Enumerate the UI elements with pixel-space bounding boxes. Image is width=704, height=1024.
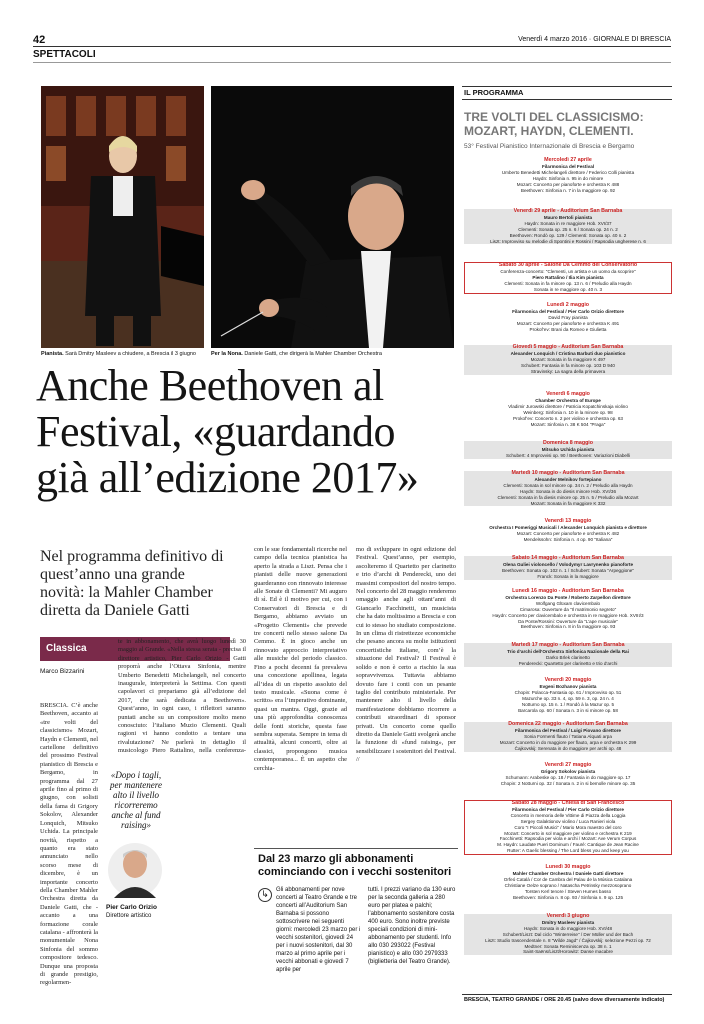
headline: Anche Beethoven al Festival, «guardando già all’edizione 2017» (36, 361, 419, 502)
event-program-line: Haydn: Sonata in do diesis minore Hob. XVI/36 (519, 488, 616, 494)
event-subtitle: Wolfgang Glüxam clavicembalo (535, 600, 601, 606)
program-event (464, 209, 672, 244)
event-date: Venerdì 27 maggio (544, 762, 592, 768)
event-date: Venerdì 29 aprile - Auditorium San Barnaba (513, 208, 623, 214)
program-label-rule (462, 99, 672, 100)
event-program-line: Mendelssohn: Sinfonia n. 4 op. 90 "Italiana" (523, 536, 613, 542)
body-column-2-continued (176, 756, 246, 896)
event-date: Sabato 30 aprile - Salone Da Cemmo del Conservatorio (498, 262, 638, 268)
program-event (464, 722, 672, 752)
event-program-line: Mozart: Sinfonia n. 38 K 504 "Praga" (530, 421, 606, 427)
event-performer: Orchestra Lorenzo Da Ponte / Roberto Zarpellon direttore (505, 594, 631, 600)
event-date: Giovedì 5 maggio - Auditorium San Barnaba (512, 344, 624, 350)
caption-conductor: Per la Nona. Daniele Gatti, che dirigerà la Mahler Chamber Orchestra (211, 351, 382, 357)
event-subtitle: Orfeó Català / Cor de Cambra del Palau de la Música Catalana (503, 876, 633, 882)
event-performer: Mauro Bertoli pianista (543, 214, 593, 220)
event-program-line: Schubert/Liszt: Dal ciclo "Winterreise" / Der Müller und der Bach (502, 931, 634, 937)
event-subtitle: Darko Brlek clarinetto (546, 654, 590, 660)
event-program-line: Facchinetti: Rapsodia per viola e archi / Mozart: Ave Verum Corpus (499, 836, 637, 842)
event-program-line: Mozart: Concerto per pianoforte e orchestra K 491 (516, 320, 620, 326)
program-event (464, 345, 672, 375)
program-event (464, 392, 672, 427)
event-subtitle: Sonia Formenti flauto / Tatiana Alquati arpa (524, 733, 612, 739)
author: Marco Bizzarini (40, 668, 85, 675)
body-column-2: te in abbonamento, che avrà luogo lunedì 30 maggio al Grande. «Nella stessa serata - precisa il direttore artistico, Pier Carlo Orizio - Gatti proporrà anche l’Ottava Sinfonia, mentre Umberto Benedetti Michelangeli, nel concerto inaugurale, interpreterà la Settima. Con questi capolavori ci prepariamo già all’edizione del 2017, che sarà dedicata a Beethoven». Quest’anno, in ogni caso, i riflettori saranno puntati anche su un compositore molto meno conosciuto: l’italiano Muzio Clementi. Quali ragioni vi hanno condotto a tentare una rivalutazione? Ne parlerà in dettaglio il musicologo Piero Rattalino, nella conferenza- (118, 638, 246, 754)
date-and-paper: Venerdì 4 marzo 2016 · GIORNALE DI BRESCIA (518, 36, 671, 43)
event-performer: Dmitry Masleev pianista (541, 919, 595, 925)
program-label: IL PROGRAMMA (464, 88, 524, 97)
event-program-line: Beethoven: Sinfonia n. 7 in la maggiore op. 92 (520, 187, 616, 193)
event-program-line: Liszt: Studio trascendentale n. 8 "Wilde Jagd" / Čajkovskij: selezione Pezzi op. 72 (485, 937, 651, 943)
subsection-title: Dal 23 marzo gli abbonamenti cominciando con i vecchi sostenitori (258, 853, 452, 878)
event-program-line: Sergey Galaktionov violino / Luca Ranieri viola (520, 818, 616, 824)
event-performer: Mitsuko Uchida pianista (541, 446, 595, 452)
portrait-role: Direttore artistico (106, 913, 152, 919)
subsection-rule (254, 848, 458, 849)
event-program-line: Haydn: Concerto per clavicembalo e orchestra in re maggiore Hob. XVIII/3 (492, 612, 644, 618)
event-program-line: Mozart: Concerto in sol maggiore per violino e orchestra K 219 (504, 830, 632, 836)
event-date: Lunedì 16 maggio - Auditorium San Barnaba (512, 588, 624, 594)
program-event (464, 519, 672, 543)
event-date: Venerdì 13 maggio (544, 518, 592, 524)
event-program-line: Saint-Saëns/Liszt/Horowitz: Danse macabre (523, 949, 613, 955)
event-program-line: M. Haydn: Laudate Pueri Dominum / Fauré: Cantique de Jean Racine (497, 842, 639, 848)
event-program-line: Beethoven: Sonata op. 102 n. 1 / Schubert: Sonata "Arpeggione" (502, 567, 634, 573)
portrait-graphic (108, 840, 162, 900)
event-date: Domenica 8 maggio (542, 440, 594, 446)
event-program-line: Prokof’ev: Concerto n. 2 per violino e orchestra op. 63 (513, 415, 623, 421)
event-date: Lunedì 2 maggio (546, 302, 590, 308)
event-performer: Orchestra I Pomeriggi Musicali / Alexander Lonquich pianista e direttore (489, 524, 647, 530)
program-event (464, 643, 672, 667)
conductor-photo-graphic (211, 86, 454, 348)
event-subtitle: Umberto Benedetti Michelangeli direttore / Federico Colli pianista (501, 169, 635, 175)
program-top-rule (462, 86, 672, 87)
event-date: Martedì 17 maggio - Auditorium San Barnaba (511, 642, 625, 648)
event-subtitle: Concerto in memoria delle Vittime di Piazza della Loggia (510, 812, 626, 818)
program-event (464, 441, 672, 459)
event-program-line: Medtner: Sonata Reminiscenza op. 38 n. 1 (524, 943, 612, 949)
event-date: Martedì 10 maggio - Auditorium San Barnaba (511, 470, 625, 476)
event-date: Sabato 28 maggio - Chiesa di San Francesco (511, 800, 625, 806)
event-program-line: Franck: Sonata in la maggiore (537, 573, 599, 579)
event-program-line: Clementi: Sonata in sol minore op. 34 n. 2 / Preludio alla Haydn (503, 482, 633, 488)
event-program-line: Christiane Oelze soprano / Natascha Petrinsky mezzosoprano (504, 882, 632, 888)
event-program-line: Clementi: Sonata in fa minore op. 13 n. 6 / Preludio alla Haydn (504, 280, 632, 286)
category-tag: Classica (40, 637, 230, 661)
event-performer: Evgeni Bozhanov pianista (539, 683, 597, 689)
event-program-line: Stravinsky: La sagra della primavera (530, 368, 606, 374)
program-event (464, 471, 672, 506)
event-program-line: Weinberg: Sinfonia n. 10 in la minore op. 98 (523, 409, 613, 415)
program-event (464, 262, 672, 294)
event-performer: Grigory Sokolov pianista (540, 768, 596, 774)
event-subtitle: Conferenza-concerto: "Clementi, un artista e un uomo da scoprire" (500, 268, 636, 274)
event-program-line: Mozart: Concerto per pianoforte e orchestra K 482 (516, 530, 620, 536)
event-program-line: Mozart: Concerto per pianoforte e orchestra K 488 (516, 181, 620, 187)
event-program-line: Schubert: Fantasia in fa minore op. 103 D 940 (521, 362, 615, 368)
event-program-line: Torsten Kerl tenore / Steven Humes basso (524, 888, 612, 894)
event-date: Mercoledì 27 aprile (544, 157, 592, 163)
program-event (464, 763, 672, 787)
event-date: Sabato 14 maggio - Auditorium San Barnaba (512, 555, 624, 561)
caption-pianist: Pianista. Sarà Dmitry Masleev a chiudere, a Brescia il 3 giugno (41, 351, 196, 357)
event-subtitle: Vladimir Jurowski direttore / Patricia Kopatchinskaja violino (508, 403, 628, 409)
subsection-column-2: tutti. I prezzi variano da 130 euro per la seconda galleria a 280 euro per platea e palchi; l’abbonamento sostenitore costa 400 euro. Sono inoltre previste speciali condizioni di mini-abbonamento per studenti. Info allo 030 293022 (Festival pianistico) e allo 030 2979333 (biglietteria del Teatro Grande). (368, 887, 456, 965)
subhead: Nel programma definitivo di quest’anno una grande novità: la Mahler Chamber diretta da Daniele Gatti (40, 548, 224, 619)
photo-pianist (41, 86, 204, 348)
program-footer: BRESCIA, TEATRO GRANDE / ORE 20.45 (salvo dove diversamente indicato) (464, 997, 665, 1003)
program-event (464, 678, 672, 713)
event-program-line: Da Ponte/Rossini: Ouverture da "L’ape musicale" (518, 618, 618, 624)
program-event (464, 589, 672, 630)
event-program-line: Chopin: 2 Notturni op. 32 / Sonata n. 2 in si bemolle minore op. 35 (500, 780, 636, 786)
event-performer: Piero Rattalino / Ilia Kim pianista (532, 274, 604, 280)
body-column-4: mo di sviluppare in ogni edizione del Festival. Quest’anno, per esempio, ascolteremo il Quartetto per clarinetto e trio d’archi di Penderecki, uno dei massimi compositori del nostro tempo. Nel concerto del 28 maggio renderemo omaggio anche agli ottant’anni di Giancarlo Facchinetti, un musicista che ha dato moltissimo a Brescia e con cui io stesso ho studiato composizione. In un clima di ristrettezze economiche che pesano ancora su molte istituzioni concertistiche italiane, com’è la situazione del Festival? Il Festival è solido e non è certo a rischio la sua sopravvivenza. Tuttavia abbiamo dovuto fare i conti con un pesante taglio del contributo ministeriale. Per mantenere alto il livello della manifestazione dobbiamo ricorrere a contributi straordinari di sponsor privati. Un concerto come quello diretto da Daniele Gatti svolgerà anche la funzione di «fund raising», per sensibilizzare i sostenitori del Festival. // (356, 546, 456, 764)
event-program-line: Chopin: Polacca-Fantasia op. 61 / Improvviso op. 51 (514, 689, 622, 695)
event-performer: Filarmonica del Festival / Pier Carlo Orizio direttore (512, 806, 624, 812)
event-program-line: Haydn: Sonata in do maggiore Hob. XVI/48 (523, 925, 613, 931)
page-number: 42 (33, 34, 46, 46)
section-rule (33, 62, 671, 63)
pianist-photo-graphic (41, 86, 204, 348)
event-performer: Filarmonica del Festival / Pier Carlo Orizio direttore (512, 308, 624, 314)
event-date: Domenica 22 maggio - Auditorium San Barnaba (508, 721, 628, 727)
photo-conductor (211, 86, 454, 348)
portrait-orizio (108, 840, 162, 900)
event-program-line: Coro "I Piccoli Musici" / Mario Mora maestro del coro (514, 824, 622, 830)
body-column-3: con le sue fondamentali ricerche nel campo della tecnica pianistica ha aperto la strada a Liszt. Pensa che i pianisti delle nuove generazioni guarderanno con rinnovato interesse alle Sonate di Clementi? Mi auguro di sì. Ed è il motivo per cui, con i Conservatori di Brescia e di Bergamo, abbiamo avviato un «Progetto Clementi» che prevede tre concerti nello stesso salone Da Cemmo. È in gioco anche un rinnovato approccio interpretativo alle musiche del periodo classico. Fino a pochi decenni fa prevaleva una concezione apollinea, legata all’idea di un rispetto assoluto del testo musicale. «Suona come è scritto» era l’imperativo dominante, quasi un mantra. Oggi, grazie ad una più approfondita conoscenza delle fonti storiche, questa fase sembra superata. Sempre in tema di attualità, alcuni concerti, oltre ai classici, propongono musica contemporanea... È un aspetto che cerchia- (254, 546, 347, 772)
arrow-icon: ↳ (258, 888, 272, 902)
event-program-line: Mozart: Sonata in fa maggiore K 332 (530, 500, 606, 506)
event-date: Lunedì 30 maggio (545, 864, 591, 870)
body-column-1: BRESCIA. C’è anche Beethoven, accanto ai «tre volti del classicismo» Mozart, Haydn e Clementi, nel cartellone definitivo del prossimo Festival pianistico di Brescia e Bergamo, in programma dal 27 aprile fino al primo di giugno, con solisti della fama di Grigory Sokolov, Alexander Lonquich, Mitsuko Uchida. La principale novità, rispetto a quanto era stato annunciato nello scorso mese di dicembre, è un importante concerto della Chamber Mahler Orchestra diretta da Daniele Gatti, che - accanto a una formazione corale catalana - affronterà la monumentale Nona Sinfonia del sommo compositore tedesco. Dunque una proposta di grande prestigio, regolarmen- (40, 702, 98, 987)
event-program-line: Haydn: Sonata in re maggiore Hob. XVI/37 (524, 220, 612, 226)
event-program-line: Mozart: Sonata in fa maggiore K 497 (530, 356, 606, 362)
program-bottom-rule (462, 994, 672, 995)
event-program-line: Clementi: Sonata in fa diesis minore op. 25 n. 5 / Preludio alla Mozart (497, 494, 639, 500)
event-program-line: Beethoven: Sinfonia n. 8 op. 93 / Sinfonia n. 9 op. 125 (512, 894, 624, 900)
program-title: TRE VOLTI DEL CLASSICISMO: MOZART, HAYDN, CLEMENTI. (464, 110, 644, 138)
event-performer: Filarmonica del Festival / Luigi Piovano direttore (515, 727, 621, 733)
event-program-line: Penderecki: Quartetto per clarinetto e trio d’archi (518, 660, 618, 666)
portrait-name: Pier Carlo Orizio (106, 904, 157, 911)
event-program-line: Čajkovskij: Serenata in do maggiore per archi op. 48 (514, 745, 622, 751)
event-performer: Trio d’archi dell’Orchestra Sinfonica Nazionale della Rai (507, 648, 629, 654)
event-program-line: Clementi: Sonata op. 25 n. 6 / Sonata op. 24 n. 2 (518, 226, 618, 232)
body-column-2-tail (176, 916, 246, 1006)
program-event (464, 158, 672, 193)
event-program-line: Beethoven: Sinfonia n. 8 in fa maggiore op. 93 (520, 624, 616, 630)
event-date: Venerdì 20 maggio (544, 677, 592, 683)
event-program-line: Mozart: Concerto in do maggiore per flauto, arpa e orchestra K 299 (499, 739, 637, 745)
event-program-line: Schumann: Arabeske op. 18 / Fantasia in do maggiore op. 17 (505, 774, 631, 780)
event-program-line: Mazurche op. 33 n. 4, op. 59 n. 3, op. 24 n. 4 (522, 695, 614, 701)
event-program-line: Prokof’ev: Brani da Romeo e Giulietta (529, 326, 607, 332)
event-performer: Filarmonica del Festival (541, 163, 595, 169)
program-event (464, 800, 672, 855)
event-date: Venerdì 3 giugno (546, 913, 590, 919)
header-rule (33, 46, 671, 47)
event-program-line: Beethoven: Rondò op. 129 / Clementi: Sonata op. 40 n. 2 (509, 232, 627, 238)
section-label: SPETTACOLI (33, 49, 96, 60)
festival-name: 53° Festival Pianistico Internazionale di Brescia e Bergamo (464, 143, 635, 150)
event-performer: Mahler Chamber Orchestra / Daniele Gatti direttore (512, 870, 624, 876)
event-performer: Olena Guliei violoncello / Volodymyr Lavrynenko pianoforte (502, 561, 634, 567)
program-event (464, 556, 672, 580)
event-program-line: Notturno op. 15 n. 1 / Rondò à la Mazur op. 5 (521, 701, 615, 707)
event-program-line: Schubert: 4 Improvvisi op. 90 / Beethoven: Variazioni Diabelli (505, 452, 630, 458)
pull-quote: «Dopo i tagli, per mantenere alto il livello ricorreremo anche al fund raising» (110, 770, 162, 830)
event-program-line: Haydn: Sinfonia n. 95 in do minore (532, 175, 604, 181)
event-performer: Alexander Lonquich / Cristina Barbuti duo pianistico (510, 350, 626, 356)
event-program-line: Sonata in re maggiore op. 40 n. 3 (533, 286, 603, 292)
event-program-line: Cimarosa: Ouverture da "Il matrimonio segreto" (519, 606, 617, 612)
event-program-line: Rutter: A Gaelic blessing / The Lord bless you and keep you (507, 848, 629, 854)
event-program-line: Barcarola op. 60 / Sonata n. 3 in si minore op. 58 (518, 707, 618, 713)
event-program-line: Liszt: Improvviso su melodie di Spontini e Rossini / Rapsodia ungherese n. 6 (490, 238, 646, 244)
program-event (464, 865, 672, 900)
event-date: Venerdì 6 maggio (546, 391, 590, 397)
event-performer: Chamber Orchestra of Europe (535, 397, 601, 403)
event-performer: Alexander Melnikov fortepiano (534, 476, 602, 482)
program-event (464, 914, 672, 955)
subsection-column-1: Gli abbonamenti per nove concerti al Teatro Grande e tre concerti all’Auditorium San Barnaba si possono sottoscrivere nei seguenti giorni: mercoledì 23 marzo per i vecchi sostenitori, giovedì 24 per i nuovi sostenitori, dal 30 marzo al primo aprile per i vecchi abbonati e giovedì 7 aprile per (276, 887, 361, 973)
event-subtitle: David Fray pianista (548, 314, 588, 320)
program-event (464, 303, 672, 333)
